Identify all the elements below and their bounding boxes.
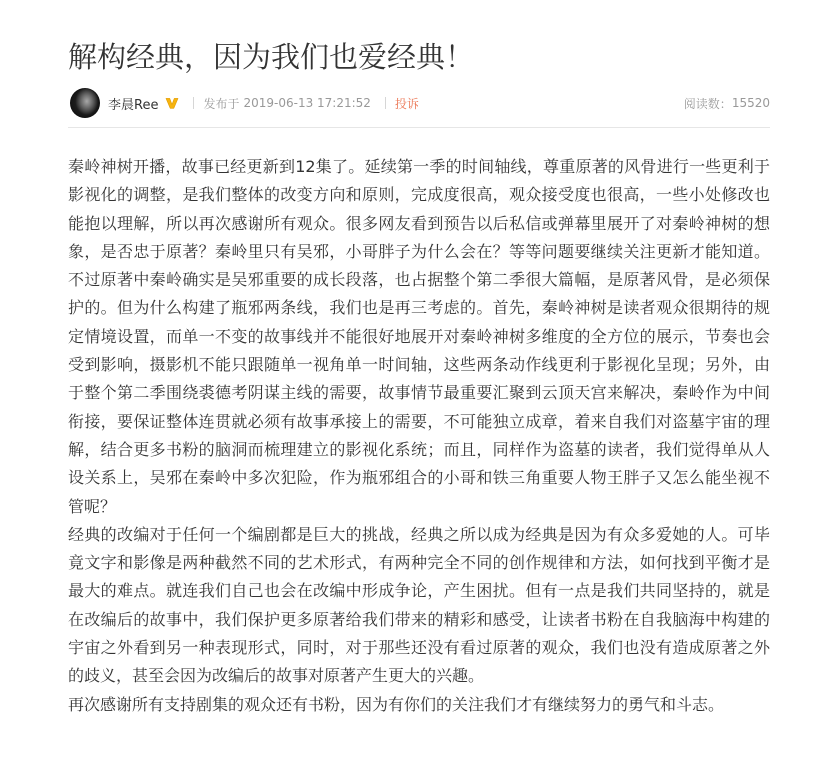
article-body (68, 153, 770, 719)
text-line: 管呢？ (68, 496, 117, 516)
text-line: 经典的改编对于任何一个编剧都是巨大的挑战，经典之所以成为经典是因为有众多爱她的人。可毕 (68, 524, 770, 544)
text-line: 最大的难点。就连我们自己也会在改编中形成争论，产生困扰。但有一点是我们共同坚持的，就是 (68, 581, 770, 601)
text-line: 于整个第二季围绕裘德考阴谋主线的需要，故事情节最重要汇聚到云顶天宫来解决，秦岭作为中间 (68, 383, 770, 403)
text-line: 象，是否忠于原著？秦岭里只有吴邪，小哥胖子为什么会在？等等问题要继续关注更新才能知道。 (68, 241, 770, 261)
text-line: 能抱以理解，所以再次感谢所有观众。很多网友看到预告以后私信或弹幕里展开了对秦岭神树的想 (68, 213, 770, 233)
article-paragraph (68, 521, 770, 691)
read-count (684, 95, 770, 112)
read-count-value: 15520 (731, 96, 770, 110)
article-title: 解构经典，因为我们也爱经典！ (68, 40, 475, 74)
meta-divider (385, 97, 386, 109)
article-paragraph (68, 691, 770, 719)
meta-divider (193, 97, 194, 109)
text-line: 设关系上，吴邪在秦岭中多次犯险，作为瓶邪组合的小哥和铁三角重要人物王胖子又怎么能坐视不 (68, 468, 770, 488)
report-link[interactable]: 投诉 (394, 96, 419, 111)
header-divider (68, 127, 770, 128)
text-line: 解，结合更多书粉的脑洞而梳理建立的影视化系统；而且，同样作为盗墓的读者，我们觉得单从人 (68, 439, 770, 459)
text-line: 衔接，要保证整体连贯就必须有故事承接上的需要，不可能独立成章，着来自我们对盗墓宇宙的理 (68, 411, 770, 431)
read-count-label: 阅读数： (683, 96, 732, 111)
text-line: 秦岭神树开播，故事已经更新到12集了。延续第一季的时间轴线，尊重原著的风骨进行一些更利于 (68, 157, 770, 176)
verified-badge-icon (165, 96, 179, 110)
text-line: 定情境设置，而单一不变的故事线并不能很好地展开对秦岭神树多维度的全方位的展示，节奏也会 (68, 326, 770, 346)
text-line: 受到影响，摄影机不能只跟随单一视角单一时间轴，这些两条动作线更利于影视化呈现；另外，由 (68, 355, 770, 375)
author-name[interactable]: 李晨Ree (108, 97, 159, 113)
text-line: 竟文字和影像是两种截然不同的艺术形式，有两种完全不同的创作规律和方法，如何找到平衡才是 (68, 553, 770, 573)
text-line: 不过原著中秦岭确实是吴邪重要的成长段落，也占据整个第二季很大篇幅，是原著风骨，是必须保 (68, 270, 770, 290)
publish-label: 发布于 (203, 96, 240, 111)
text-line: 影视化的调整，是我们整体的改变方向和原则，完成度很高，观众接受度也很高，一些小处修改也 (68, 185, 770, 205)
article-paragraph (68, 153, 770, 521)
publish-time: 2019-06-13 17:21:52 (243, 96, 371, 110)
avatar[interactable] (70, 88, 100, 118)
text-line: 的歧义，甚至会因为改编后的故事对原著产生更大的兴趣。 (68, 666, 485, 686)
text-line: 在改编后的故事中，我们保护更多原著给我们带来的精彩和感受，让读者书粉在自我脑海中构建的 (68, 609, 770, 629)
text-line: 护的。但为什么构建了瓶邪两条线，我们也是再三考虑的。首先，秦岭神树是读者观众很期待的规 (68, 298, 770, 318)
text-line: 宇宙之外看到另一种表现形式，同时，对于那些还没有看过原著的观众，我们也没有造成原著之外 (68, 638, 770, 658)
text-line: 再次感谢所有支持剧集的观众还有书粉，因为有你们的关注我们才有继续努力的勇气和斗志。 (68, 694, 725, 714)
article-meta (70, 88, 770, 118)
